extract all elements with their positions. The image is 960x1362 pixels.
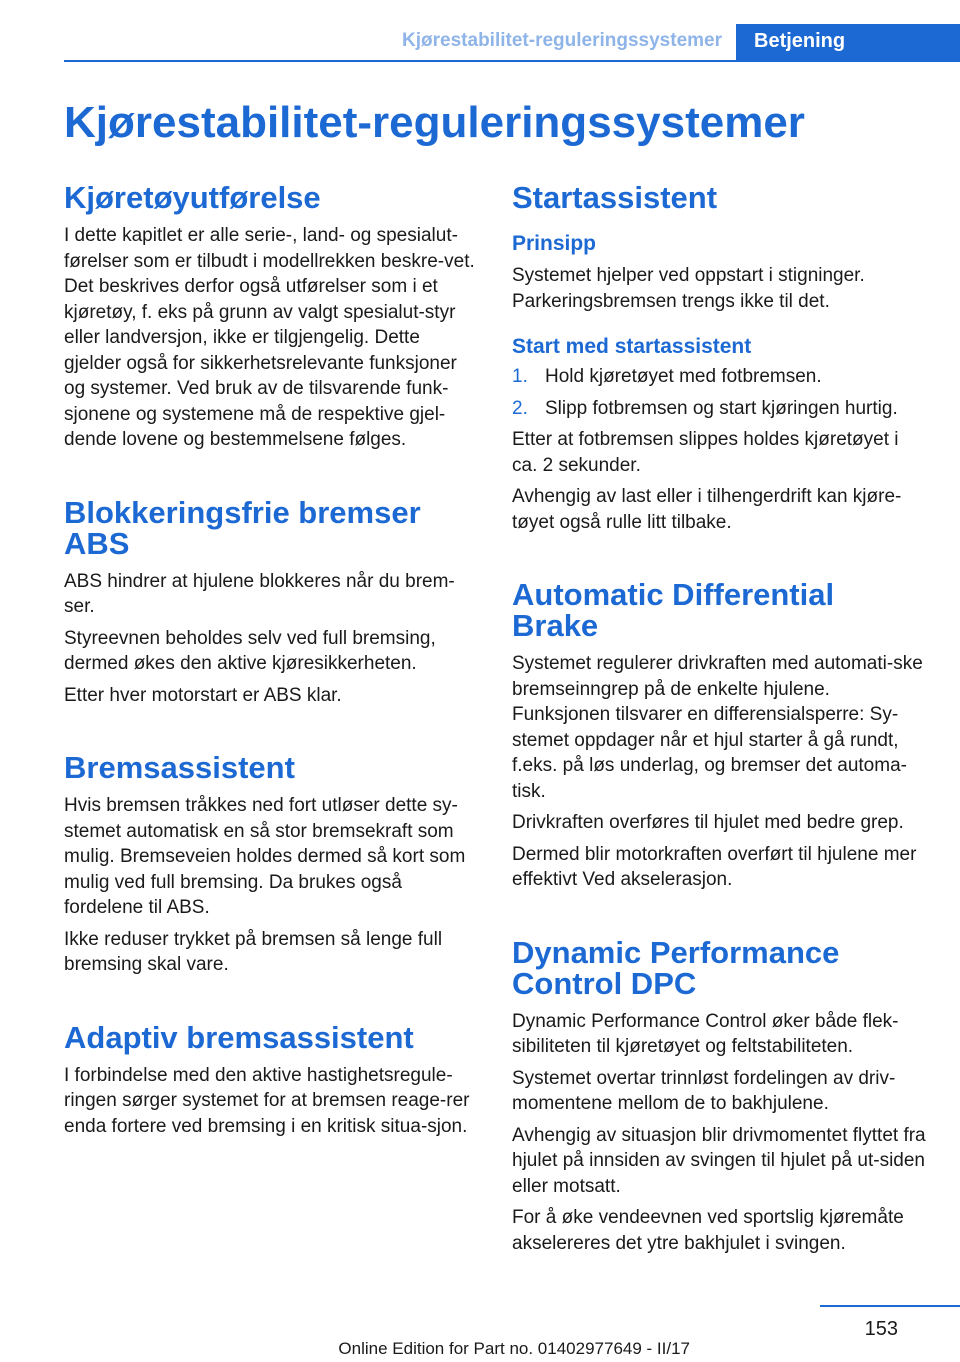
step-text: Slipp fotbremsen og start kjøringen hurtig.: [545, 397, 898, 419]
paragraph: Ikke reduser trykket på bremsen så lenge full bremsing skal vare.: [64, 928, 443, 975]
heading-dpc: Dynamic Performance Control DPC: [512, 934, 840, 1001]
subheading-principle: Prinsipp: [512, 232, 597, 255]
header-chapter-tab: Betjening: [736, 24, 960, 62]
section-abs: [64, 494, 480, 709]
paragraph: Drivkraften overføres til hjulet med bedre grep.: [512, 812, 904, 833]
page-number-rule: [820, 1305, 960, 1307]
paragraph: Etter at fotbremsen slippes holdes kjøretøyet i ca. 2 sekunder.: [512, 429, 899, 476]
left-column: [64, 182, 480, 1139]
subheading-start-with-assist: Start med startassistent: [512, 335, 752, 358]
paragraph: Systemet overtar trinnløst fordelingen av driv-momentene mellom de to bakhjulene.: [512, 1067, 896, 1114]
paragraph: Etter hver motorstart er ABS klar.: [64, 684, 342, 706]
list-item: [512, 364, 928, 390]
section-differential-brake: [512, 579, 928, 893]
paragraph: Dermed blir motorkraften overført til hjulene mer effektivt Ved akselerasjon.: [512, 843, 917, 890]
heading-vehicle-version: Kjøretøyutførelse: [64, 180, 321, 215]
step-number: 1.: [512, 366, 528, 387]
page-header: [0, 24, 960, 62]
page-title: Kjørestabilitet-reguleringssystemer: [64, 98, 805, 147]
page-number: 153: [864, 1318, 898, 1340]
list-item: [512, 396, 928, 422]
heading-adaptive-brake-assist: Adaptiv bremsassistent: [64, 1019, 414, 1055]
heading-brake-assist: Bremsassistent: [64, 750, 295, 785]
paragraph: ABS hindrer at hjulene blokkeres når du brem-ser.: [64, 570, 455, 617]
header-section-title: Kjørestabilitet-reguleringssystemer: [402, 30, 722, 51]
heading-start-assist: Startassistent: [512, 180, 718, 215]
paragraph: Styreevnen beholdes selv ved full bremsing, dermed økes den aktive kjøresikkerheten.: [64, 627, 436, 674]
paragraph: For å øke vendeevnen ved sportslig kjøremåte akselereres det ytre bakhjulet i svingen.: [512, 1207, 904, 1254]
heading-abs: Blokkeringsfrie bremser ABS: [64, 494, 421, 561]
paragraph: Systemet regulerer drivkraften med automati-ske bremseinngrep på de enkelte hjulene. Funksjonen tilsvarer en differensialsperre: Sy-stemet oppdager når et hjul starter å gå rundt, f.eks. på løs underlag, og bremser det automa-tisk.: [512, 653, 923, 802]
step-number: 2.: [512, 397, 528, 419]
paragraph: Avhengig av last eller i tilhengerdrift kan kjøre-tøyet også rulle litt tilbake.: [512, 486, 902, 533]
heading-differential-brake: Automatic Differential Brake: [512, 577, 835, 643]
section-vehicle-version: [64, 182, 480, 453]
step-text: Hold kjøretøyet med fotbremsen.: [545, 366, 822, 387]
section-brake-assist: [64, 752, 480, 978]
right-column: [512, 182, 928, 1256]
section-dpc: [512, 934, 928, 1257]
paragraph: Systemet hjelper ved oppstart i stigninger. Parkeringsbremsen trengs ikke til det.: [512, 265, 865, 312]
section-start-assist: [512, 182, 928, 535]
paragraph: Dynamic Performance Control øker både flek-sibiliteten til kjøretøyet og feltstabiliteten.: [512, 1010, 899, 1057]
footer-edition: Online Edition for Part no. 01402977649 - II/17: [338, 1339, 690, 1358]
paragraph: Avhengig av situasjon blir drivmomentet flyttet fra hjulet på innsiden av svingen til hjulet på ut-siden eller motsatt.: [512, 1124, 926, 1197]
paragraph: I forbindelse med den aktive hastighetsregule-ringen sørger systemet for at bremsen reage-rer enda fortere ved bremsing i en kritisk situa-sjon.: [64, 1064, 470, 1137]
steps-list: [512, 364, 928, 421]
paragraph: Hvis bremsen tråkkes ned fort utløser dette sy-stemet automatisk en så stor bremsekraft som mulig. Bremseveien holdes dermed så kort som mulig ved full bremsing. Da brukes også fordelene til ABS.: [64, 795, 466, 918]
paragraph: I dette kapitlet er alle serie-, land- og spesialut-førelser som er tilbudt i modellrekken beskre-vet. Det beskrives derfor også utførelser som i et kjøretøy, f. eks på grunn av valgt spesialut-styr eller landversjon, ikke er tilgjengelig. Dette gjelder også for sikkerhetsrelevante funksjoner og systemer. Ved bruk av de tilsvarende funk-sjonene og systemene må de respektive gjel-dende lovene og bestemmelsene følges.: [64, 225, 475, 450]
section-adaptive-brake-assist: [64, 1019, 480, 1140]
